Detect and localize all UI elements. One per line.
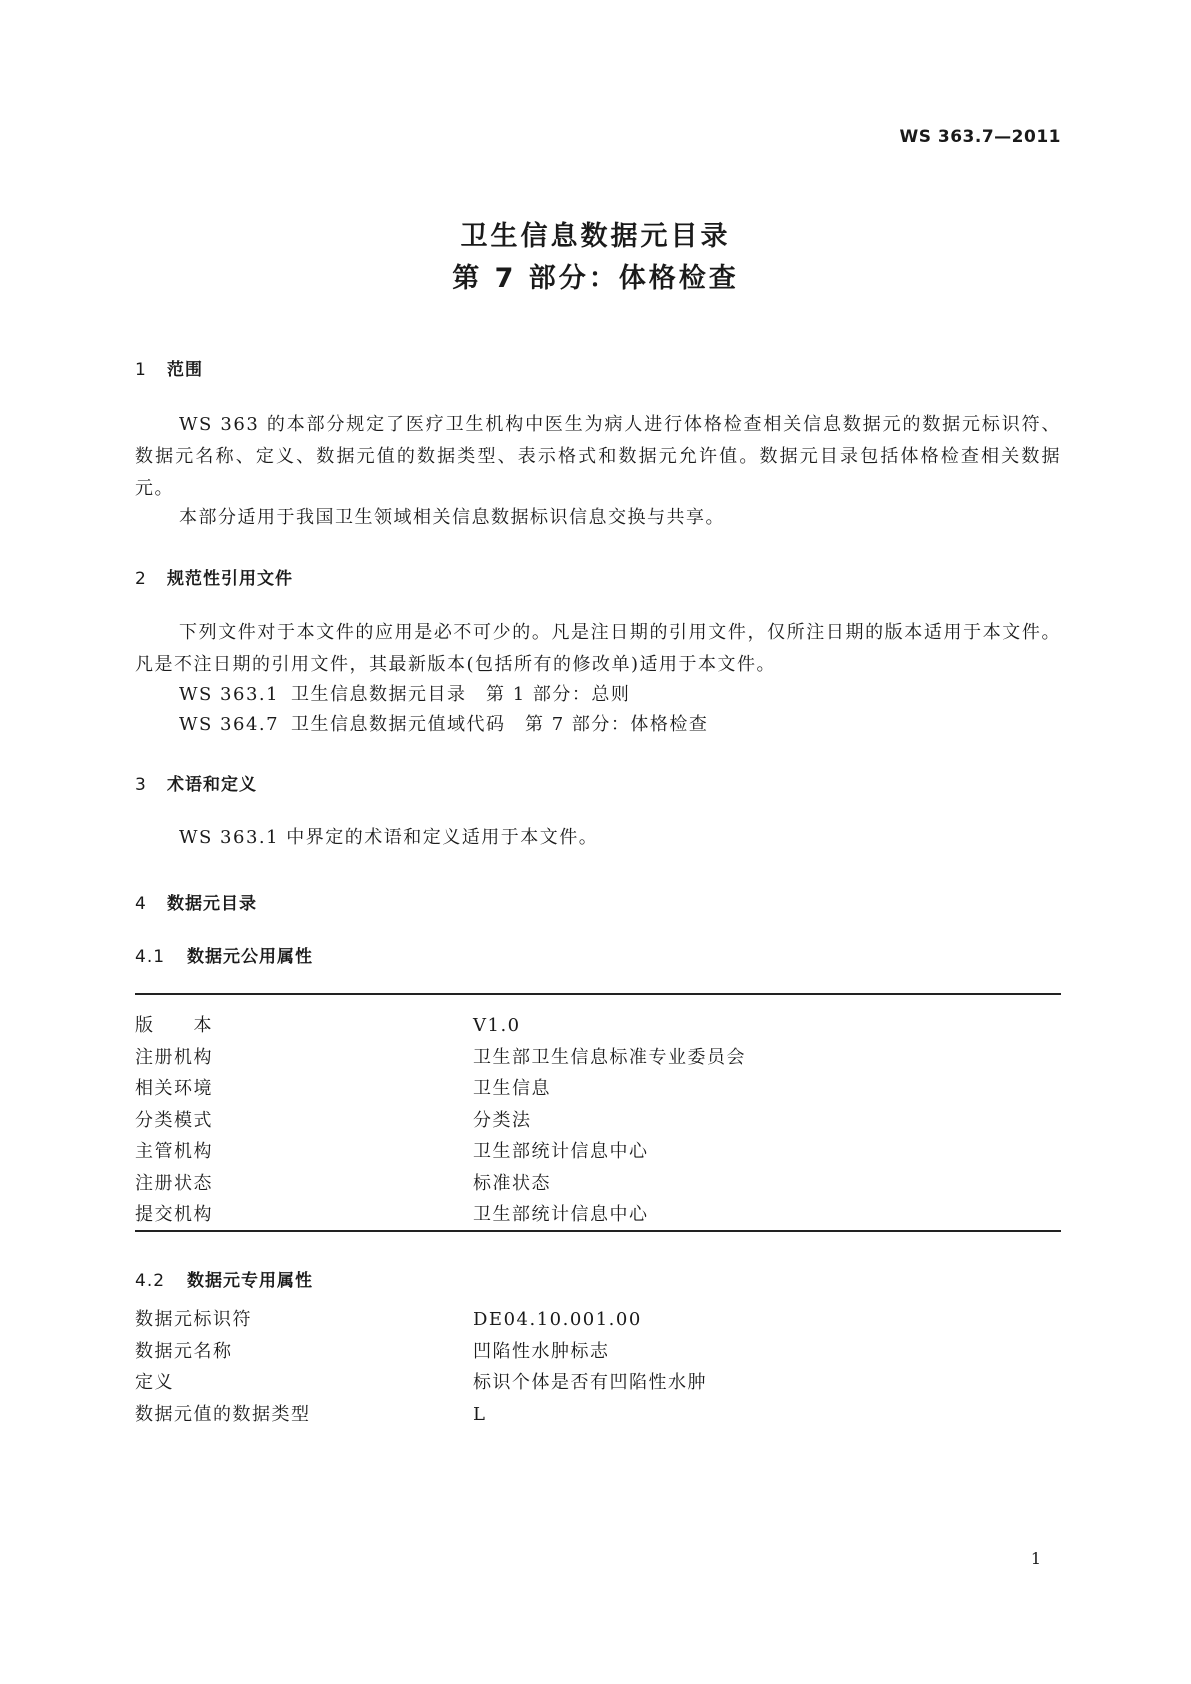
table-row xyxy=(135,1304,1061,1336)
section-heading-scope xyxy=(135,355,203,380)
section-title: 术语和定义 xyxy=(167,775,257,795)
section-title: 范围 xyxy=(167,360,203,380)
attribute-value: 卫生部统计信息中心 xyxy=(473,1141,649,1162)
attribute-value: V1.0 xyxy=(473,1015,521,1036)
table-row xyxy=(135,1399,1061,1431)
section-title: 规范性引用文件 xyxy=(167,569,293,589)
common-attributes-table xyxy=(135,1010,1061,1231)
reference-title: 卫生信息数据元目录 第 1 部分：总则 xyxy=(291,684,631,705)
attribute-value: 卫生部卫生信息标准专业委员会 xyxy=(473,1046,746,1068)
page-number: 1 xyxy=(1030,1549,1041,1568)
attribute-name: 数据元标识符 xyxy=(135,1309,252,1330)
table-row xyxy=(135,1336,1061,1368)
document-subtitle: 第 7 部分：体格检查 xyxy=(452,263,739,294)
paragraph-references: 下列文件对于本文件的应用是必不可少的。凡是注日期的引用文件，仅所注日期的版本适用于本文件。凡是不注日期的引用文件，其最新版本(包括所有的修改单)适用于本文件。 xyxy=(135,622,1061,675)
table-row xyxy=(135,1168,1061,1200)
section-number: 4.1 xyxy=(135,947,166,967)
section-heading-normative-references xyxy=(135,564,293,589)
reference-item xyxy=(179,680,630,706)
section-title: 数据元公用属性 xyxy=(187,947,313,967)
attribute-name: 数据元名称 xyxy=(135,1340,233,1362)
attribute-name: 主管机构 xyxy=(135,1141,213,1162)
table-bottom-rule xyxy=(135,1230,1061,1232)
attribute-value: 卫生部统计信息中心 xyxy=(473,1204,649,1225)
table-row xyxy=(135,1105,1061,1137)
specific-attributes-table xyxy=(135,1304,1061,1430)
table-row xyxy=(135,1042,1061,1074)
section-heading-terms xyxy=(135,770,257,795)
section-title: 数据元目录 xyxy=(167,894,257,914)
section-number: 4 xyxy=(135,894,147,914)
reference-title: 卫生信息数据元值域代码 第 7 部分：体格检查 xyxy=(291,714,709,735)
section-title: 数据元专用属性 xyxy=(187,1271,313,1291)
standard-number: WS 363.7—2011 xyxy=(899,127,1061,147)
section-number: 2 xyxy=(135,569,147,589)
reference-code: WS 364.7 xyxy=(179,714,280,735)
table-top-rule xyxy=(135,993,1061,995)
attribute-name: 分类模式 xyxy=(135,1109,213,1131)
section-heading-catalog xyxy=(135,889,257,914)
attribute-value: 分类法 xyxy=(473,1109,532,1131)
section-number: 3 xyxy=(135,775,147,795)
table-row xyxy=(135,1367,1061,1399)
attribute-name: 注册状态 xyxy=(135,1172,213,1194)
paragraph-terms: WS 363.1 中界定的术语和定义适用于本文件。 xyxy=(179,827,599,848)
attribute-name: 定义 xyxy=(135,1372,174,1393)
attribute-name: 版 本 xyxy=(135,1015,213,1036)
subsection-heading-common-attributes xyxy=(135,942,313,967)
reference-code: WS 363.1 xyxy=(179,684,280,705)
paragraph-scope-2: 本部分适用于我国卫生领域相关信息数据标识信息交换与共享。 xyxy=(179,507,725,528)
attribute-name: 数据元值的数据类型 xyxy=(135,1403,311,1425)
paragraph-scope-1: WS 363 的本部分规定了医疗卫生机构中医生为病人进行体格检查相关信息数据元的数据元标识符、数据元名称、定义、数据元值的数据类型、表示格式和数据元允许值。数据元目录包括体格检查相关数据元。 xyxy=(135,414,1061,499)
attribute-value: 卫生信息 xyxy=(473,1078,551,1099)
document-title: 卫生信息数据元目录 xyxy=(460,221,731,252)
attribute-value: DE04.10.001.00 xyxy=(473,1309,642,1330)
attribute-value: 标识个体是否有凹陷性水肿 xyxy=(473,1372,707,1393)
table-row xyxy=(135,1136,1061,1168)
section-number: 1 xyxy=(135,360,147,380)
table-row xyxy=(135,1073,1061,1105)
attribute-value: 标准状态 xyxy=(473,1172,551,1194)
table-row xyxy=(135,1199,1061,1231)
subsection-heading-specific-attributes xyxy=(135,1266,313,1291)
attribute-name: 提交机构 xyxy=(135,1204,213,1225)
table-row xyxy=(135,1010,1061,1042)
attribute-name: 注册机构 xyxy=(135,1046,213,1068)
attribute-value: L xyxy=(473,1403,487,1425)
section-number: 4.2 xyxy=(135,1271,166,1291)
attribute-value: 凹陷性水肿标志 xyxy=(473,1340,610,1362)
reference-item xyxy=(179,710,708,736)
attribute-name: 相关环境 xyxy=(135,1078,213,1099)
